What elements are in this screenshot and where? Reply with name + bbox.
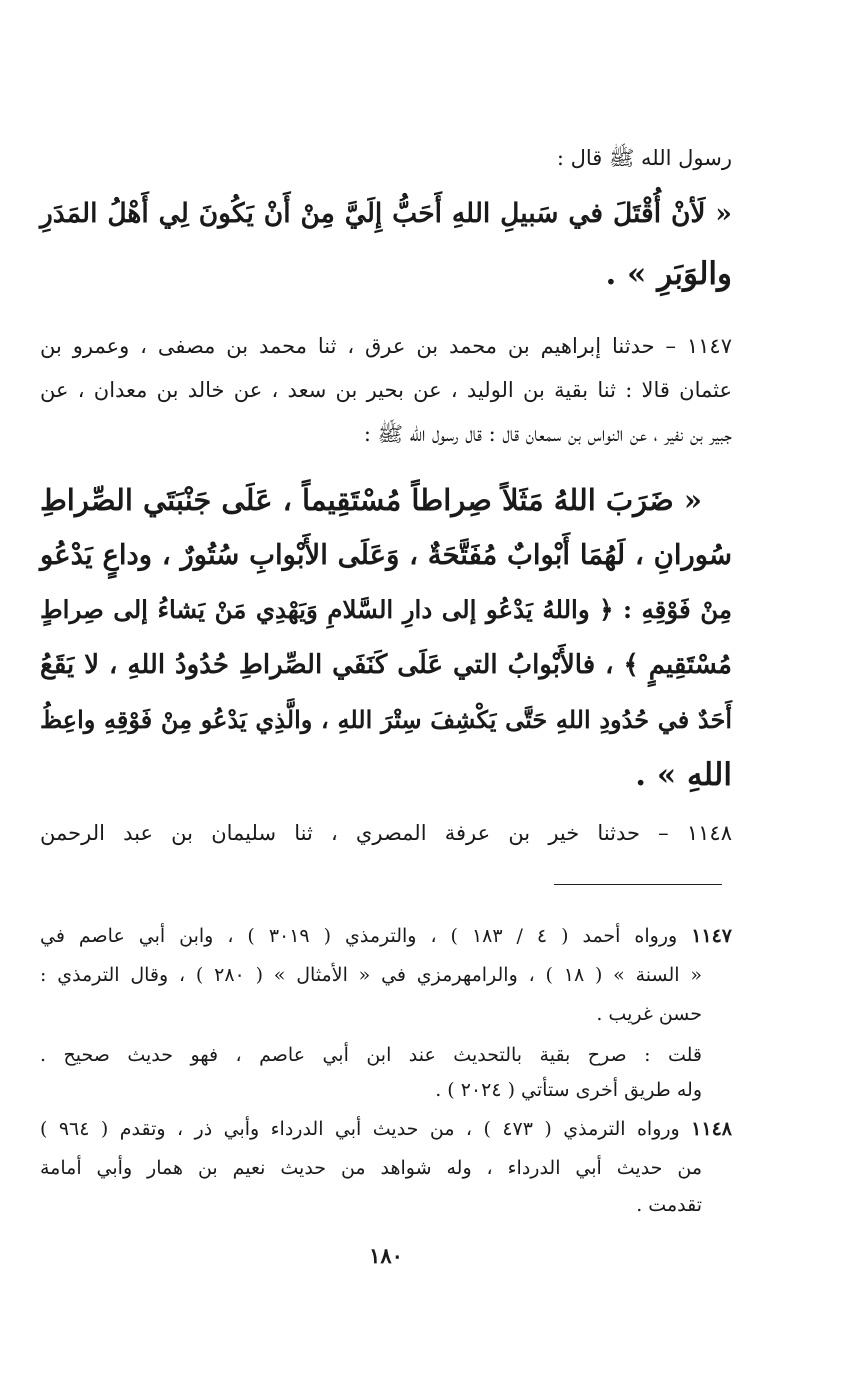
footnote-note-line: قلت : صرح بقية بالتحديث عند ابن أبي عاصم ، فهو حديث صحيح . bbox=[40, 1044, 702, 1066]
hadith-line: مِنْ فَوْقِهِ : ﴿ واللهُ يَدْعُو إلى دارِ السَّلامِ وَيَهْدِي مَنْ يَشاءُ إلى صِراطٍ bbox=[40, 595, 732, 624]
book-page bbox=[40, 0, 732, 1377]
footnote-divider bbox=[554, 884, 722, 885]
narration-chain-line: عثمان قالا : ثنا بقية بن الوليد ، عن بحير بن سعد ، عن خالد بن معدان ، عن bbox=[40, 378, 732, 402]
footnote-line bbox=[40, 1114, 732, 1144]
footnote-line: تقدمت . bbox=[636, 1194, 702, 1216]
footnote-number: ١١٤٨ bbox=[691, 1118, 732, 1140]
hadith-line: أَحَدٌ في حُدُودِ اللهِ حَتَّى يَكْشِفَ سِتْرَ اللهِ ، والَّذِي يَدْعُو مِنْ فَوْقِهِ واعِظُ bbox=[40, 705, 732, 734]
hadith-line: مُسْتَقِيمٍ ﴾ ، فالأَبْوابُ التي عَلَى كَنَفَي الصِّراطِ حُدُودُ اللهِ ، لا يَقَعُ bbox=[40, 650, 732, 680]
narration-chain-line: ١١٤٧ – حدثنا إبراهيم بن محمد بن عرق ، ثنا محمد بن مصفى ، وعمرو بن bbox=[40, 334, 732, 358]
footnote-line: « السنة » ( ١٨ ) ، والرامهرمزي في « الأمثال » ( ٢٨٠ ) ، وقال الترمذي : bbox=[40, 964, 702, 986]
footnote-number: ١١٤٧ bbox=[691, 925, 733, 947]
footnote-line bbox=[40, 921, 732, 951]
hadith-line: والوَبَرِ » . bbox=[605, 256, 732, 292]
narration-chain-line: جبير بن نفير ، عن النواس بن سمعان قال : قال رسول الله ﷺ : bbox=[363, 422, 732, 446]
footnote-text: ورواه أحمد ( ٤ / ١٨٣ ) ، والترمذي ( ٣٠١٩ ) ، وابن أبي عاصم في bbox=[40, 925, 678, 947]
footnote-text: ورواه الترمذي ( ٤٧٣ ) ، من حديث أبي الدرداء وأبي ذر ، وتقدم ( ٩٦٤ ) bbox=[40, 1118, 680, 1140]
hadith-line: اللهِ » . bbox=[635, 757, 732, 793]
footnote-line: من حديث أبي الدرداء ، وله شواهد من حديث نعيم بن همار وأبي أمامة bbox=[40, 1157, 702, 1179]
hadith-line: سُورانِ ، لَهُمَا أَبْوابٌ مُفَتَّحَةٌ ، وَعَلَى الأَبْوابِ سُتُورٌ ، وداعٍ يَدْعُو bbox=[40, 539, 732, 571]
hadith-line: « لَأنْ أُقْتَلَ في سَبيلِ اللهِ أَحَبُّ إِلَيَّ مِنْ أَنْ يَكُونَ لِي أَهْلُ المَدَرِ bbox=[40, 198, 732, 229]
hadith-line: « ضَرَبَ اللهُ مَثَلاً صِراطاً مُسْتَقِيماً ، عَلَى جَنْبَتَي الصِّراطِ bbox=[39, 483, 702, 517]
intro-line: رسول الله ﷺ قال : bbox=[556, 146, 732, 170]
footnote-line: حسن غريب . bbox=[596, 1003, 702, 1025]
page-number: ١٨٠ bbox=[369, 1243, 403, 1268]
footnote-note-line: وله طريق أخرى ستأتي ( ٢٠٢٤ ) . bbox=[435, 1079, 702, 1101]
narration-chain-line: ١١٤٨ – حدثنا خير بن عرفة المصري ، ثنا سليمان بن عبد الرحمن bbox=[40, 821, 732, 845]
